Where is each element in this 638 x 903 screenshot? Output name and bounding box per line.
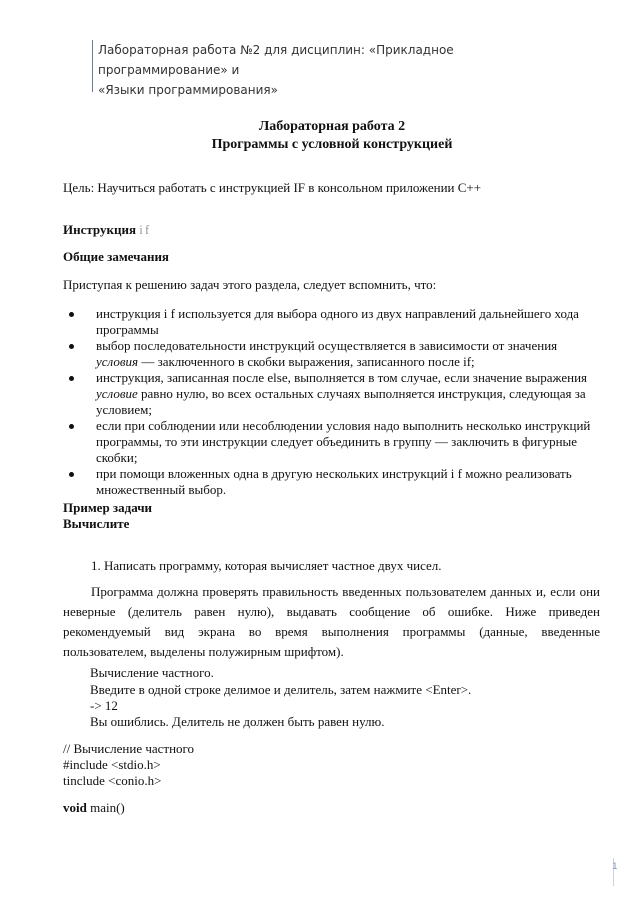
code-main: [63, 800, 125, 816]
header-line-2: «Языки программирования»: [98, 83, 278, 97]
compute-heading: Вычислите: [63, 516, 130, 531]
instruction-heading: [63, 222, 151, 238]
list-item-italic: условие: [96, 386, 138, 401]
code-include-1: #include <stdio.h>: [63, 757, 161, 772]
task-1-text: 1. Написать программу, которая вычисляет частное двух чисел.: [91, 558, 442, 573]
code-void-keyword: void: [63, 800, 87, 815]
goal-text: Цель: Научиться работать с инструкцией IF в консольном приложении C++: [63, 180, 482, 195]
code-include-2: tinclude <conio.h>: [63, 773, 162, 788]
screen-line-4: Вы ошиблись. Делитель не должен быть равен нулю.: [90, 714, 385, 729]
list-item-text: инструкция, записанная после else, выполняется в том случае, если значение выражения: [96, 370, 588, 385]
list-item-text: при помощи вложенных одна в другую нескольких инструкций i f можно реализовать множественный выбор.: [96, 466, 572, 497]
task-description: Программа должна проверять правильность введенных пользователем данных и, если они неверные (делитель равен нулю), выдавать сообщение об ошибке. Ниже приведен рекомендуемый вид экрана во время выполнения программы (данные, введенные пользователем, выделены полужирным шрифтом).: [63, 584, 600, 659]
list-item-italic: условия: [96, 354, 139, 369]
example-heading: Пример задачи: [63, 500, 153, 515]
list-item: [63, 418, 593, 466]
document-title: [0, 118, 638, 154]
list-item-text: выбор последовательности инструкций осуществляется в зависимости от значения: [96, 338, 558, 353]
list-item: [63, 338, 593, 370]
notes-list: [63, 306, 593, 498]
list-item-text: инструкция i f используется для выбора одного из двух направлений дальнейшего хода программы: [96, 306, 579, 337]
screen-line-2: Введите в одной строке делимое и делитель, затем нажмите <Enter>.: [90, 682, 472, 697]
list-item-text: равно нулю, во всех остальных случаях выполняется инструкция, следующая за условием;: [96, 386, 586, 417]
title-line-1: Лабораторная работа 2: [258, 119, 406, 134]
page-number: 1: [612, 862, 618, 872]
intro-text: Приступая к решению задач этого раздела, следует вспомнить, что:: [63, 277, 437, 292]
instruction-heading-label: Инструкция: [63, 222, 136, 237]
screen-line-1: Вычисление частного.: [90, 665, 214, 680]
header-line-1: Лабораторная работа №2 для дисциплин: «Прикладное программирование» и: [98, 43, 454, 77]
instruction-heading-suffix: if: [139, 222, 152, 237]
list-item-text: если при соблюдении или несоблюдении условия надо выполнить несколько инструкций программы, то эти инструкции следует объединить в группу — заключить в фигурные скобки;: [96, 418, 591, 465]
general-notes-heading: Общие замечания: [63, 249, 169, 264]
code-main-signature: main(): [86, 800, 125, 815]
list-item: [63, 306, 593, 338]
screen-line-3: -> 12: [90, 698, 118, 713]
page-header: [92, 40, 578, 97]
title-line-2: Программы с условной конструкцией: [211, 137, 453, 152]
list-item-text: — заключенного в скобки выражения, записанного после if;: [138, 354, 475, 369]
code-comment: // Вычисление частного: [63, 741, 195, 756]
list-item: [63, 466, 593, 498]
list-item: [63, 370, 593, 418]
